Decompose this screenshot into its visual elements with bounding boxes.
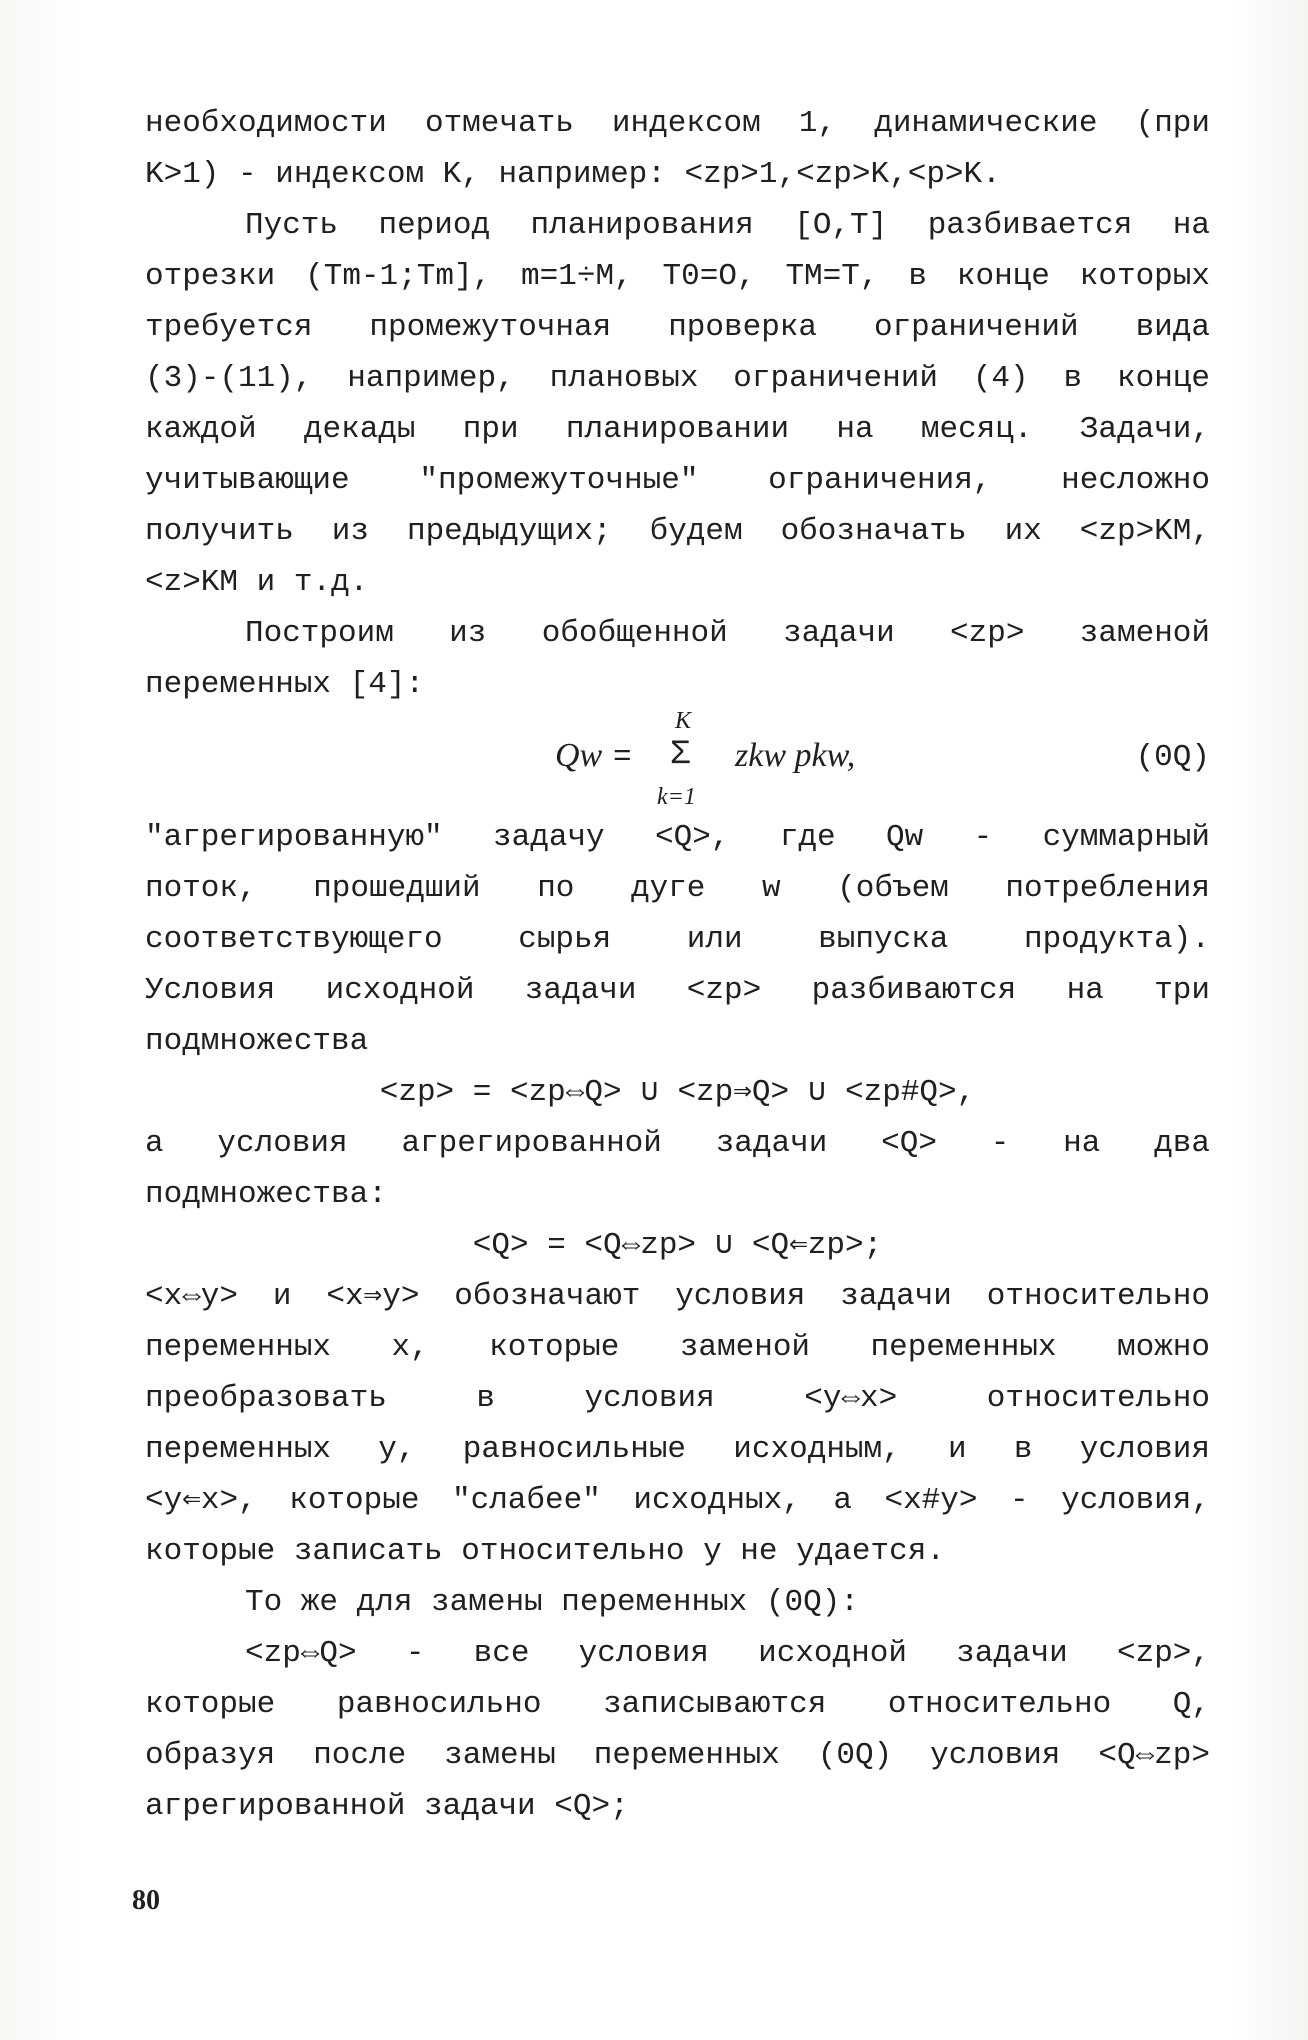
body-text bbox=[145, 98, 1210, 1832]
sum-symbol: Σ bbox=[670, 736, 691, 774]
paragraph-block-1 bbox=[145, 98, 1210, 710]
text-line: переменных y, равносильные исходным, и в условия bbox=[145, 1432, 1210, 1467]
equation-lhs: Qw bbox=[555, 737, 603, 774]
text-line: Построим из обобщенной задачи <zp> заменой bbox=[245, 616, 1210, 651]
text-line: <y⇐x>, которые "слабее" исходных, а <x#y> - условия, bbox=[145, 1483, 1210, 1518]
equation-label: (0Q) bbox=[1135, 740, 1210, 775]
sum-lower-limit: k=1 bbox=[657, 784, 696, 810]
text-line: поток, прошедший по дуге w (объем потребления bbox=[145, 871, 1210, 906]
text-line: которые равносильно записываются относительно Q, bbox=[145, 1687, 1210, 1722]
equation-0Q bbox=[145, 710, 1210, 812]
text-line: (3)-(11), например, плановых ограничений (4) в конце bbox=[145, 361, 1210, 396]
text-line: Пусть период планирования [O,T] разбивается на bbox=[245, 208, 1210, 243]
text-line: требуется промежуточная проверка ограничений вида bbox=[145, 310, 1210, 345]
sum-upper-limit: K bbox=[675, 708, 692, 734]
text-line: подмножества: bbox=[145, 1177, 387, 1212]
text-line: которые записать относительно y не удается. bbox=[145, 1534, 945, 1569]
page-number: 80 bbox=[132, 1885, 160, 1916]
text-line: Условия исходной задачи <zp> разбиваются на три bbox=[145, 973, 1210, 1008]
text-line: <z>KM и т.д. bbox=[145, 565, 369, 600]
text-line: образуя после замены переменных (0Q) условия <Q⇔zp> bbox=[145, 1738, 1210, 1773]
paragraph-block-2 bbox=[145, 812, 1210, 1832]
text-line: соответствующего сырья или выпуска продукта). bbox=[145, 922, 1210, 957]
text-line: <x⇔y> и <x⇒y> обозначают условия задачи относительно bbox=[145, 1279, 1210, 1314]
text-line: <zp⇔Q> - все условия исходной задачи <zp>, bbox=[245, 1636, 1210, 1671]
equation-equals: = bbox=[613, 740, 632, 775]
text-line: получить из предыдущих; будем обозначать их <zp>KM, bbox=[145, 514, 1210, 549]
text-line: переменных x, которые заменой переменных можно bbox=[145, 1330, 1210, 1365]
text-line: преобразовать в условия <y⇔x> относительно bbox=[145, 1381, 1210, 1416]
text-line: K>1) - индексом K, например: <zp>1,<zp>K,<p>K. bbox=[145, 157, 1001, 192]
text-line: каждой декады при планировании на месяц. Задачи, bbox=[145, 412, 1210, 447]
text-line: подмножества bbox=[145, 1024, 369, 1059]
text-line: "агрегированную" задачу <Q>, где Qw - суммарный bbox=[145, 820, 1210, 855]
text-line: а условия агрегированной задачи <Q> - на два bbox=[145, 1126, 1210, 1161]
text-line: <zp> = <zp⇔Q> ∪ <zp⇒Q> ∪ <zp#Q>, bbox=[379, 1075, 976, 1110]
text-line: необходимости отмечать индексом 1, динамические (при bbox=[145, 106, 1210, 141]
text-line: <Q> = <Q⇔zp> ∪ <Q⇐zp>; bbox=[472, 1228, 883, 1263]
text-line: учитывающие "промежуточные" ограничения, несложно bbox=[145, 463, 1210, 498]
text-line: агрегированной задачи <Q>; bbox=[145, 1789, 629, 1824]
text-line: отрезки (Tm-1;Tm], m=1÷M, T0=O, TM=T, в конце которых bbox=[145, 259, 1210, 294]
text-line: То же для замены переменных (0Q): bbox=[245, 1585, 859, 1620]
text-line: переменных [4]: bbox=[145, 667, 425, 702]
equation-body: zkw pkw, bbox=[735, 737, 856, 774]
